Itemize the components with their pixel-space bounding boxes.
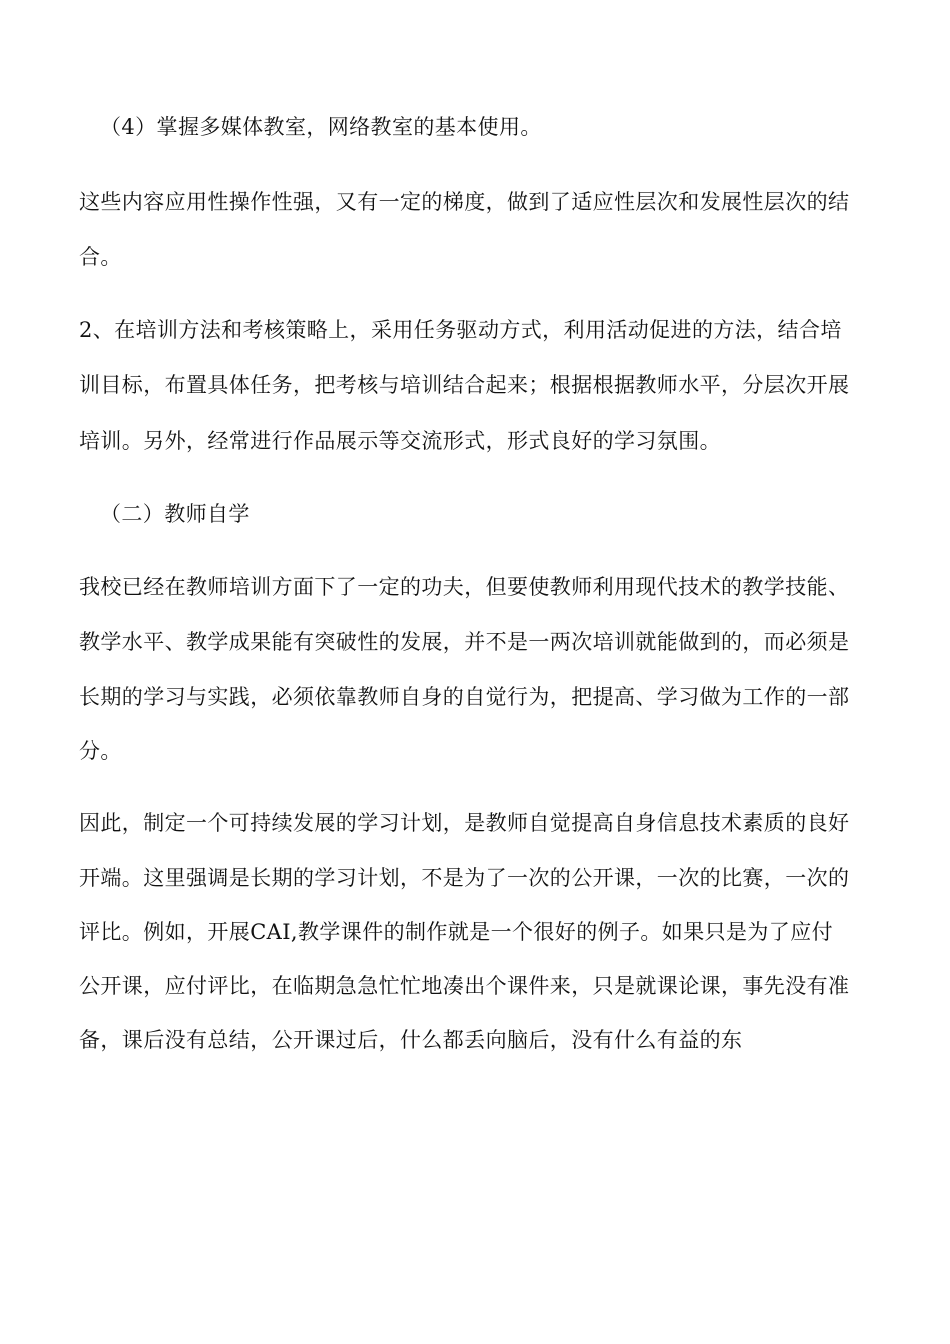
text-line: 训目标，布置具体任务，把考核与培训结合起来；根据根据教师水平，分层次开展 (79, 373, 850, 397)
text-line: 我校已经在教师培训方面下了一定的功夫，但要使教师利用现代技术的教学技能、 (79, 575, 850, 599)
text-line: 合。 (79, 245, 122, 269)
text-line: （4）掌握多媒体教室，网络教室的基本使用。 (100, 115, 542, 139)
text-line: 分。 (79, 739, 122, 763)
text-line: 这些内容应用性操作性强，又有一定的梯度，做到了适应性层次和发展性层次的结 (79, 190, 850, 214)
text-line: 公开课，应付评比，在临期急急忙忙地凑出个课件来，只是就课论课，事先没有准 (79, 974, 850, 998)
text-line: 备，课后没有总结，公开课过后，什么都丢向脑后，没有什么有益的东 (79, 1028, 743, 1052)
text-line: 评比。例如，开展CAI,教学课件的制作就是一个很好的例子。如果只是为了应付 (79, 920, 834, 944)
text-line: 培训。另外，经常进行作品展示等交流形式，形式良好的学习氛围。 (79, 429, 721, 453)
text-line: 开端。这里强调是长期的学习计划，不是为了一次的公开课，一次的比赛，一次的 (79, 866, 850, 890)
text-line: 因此，制定一个可持续发展的学习计划，是教师自觉提高自身信息技术素质的良好 (79, 811, 850, 835)
text-line: 教学水平、教学成果能有突破性的发展，并不是一两次培训就能做到的，而必须是 (79, 630, 850, 654)
text-line: 长期的学习与实践，必须依靠教师自身的自觉行为，把提高、学习做为工作的一部 (79, 685, 850, 709)
text-line: 2、在培训方法和考核策略上，采用任务驱动方式，利用活动促进的方法，结合培 (79, 318, 842, 342)
section-heading: （二）教师自学 (100, 502, 250, 526)
